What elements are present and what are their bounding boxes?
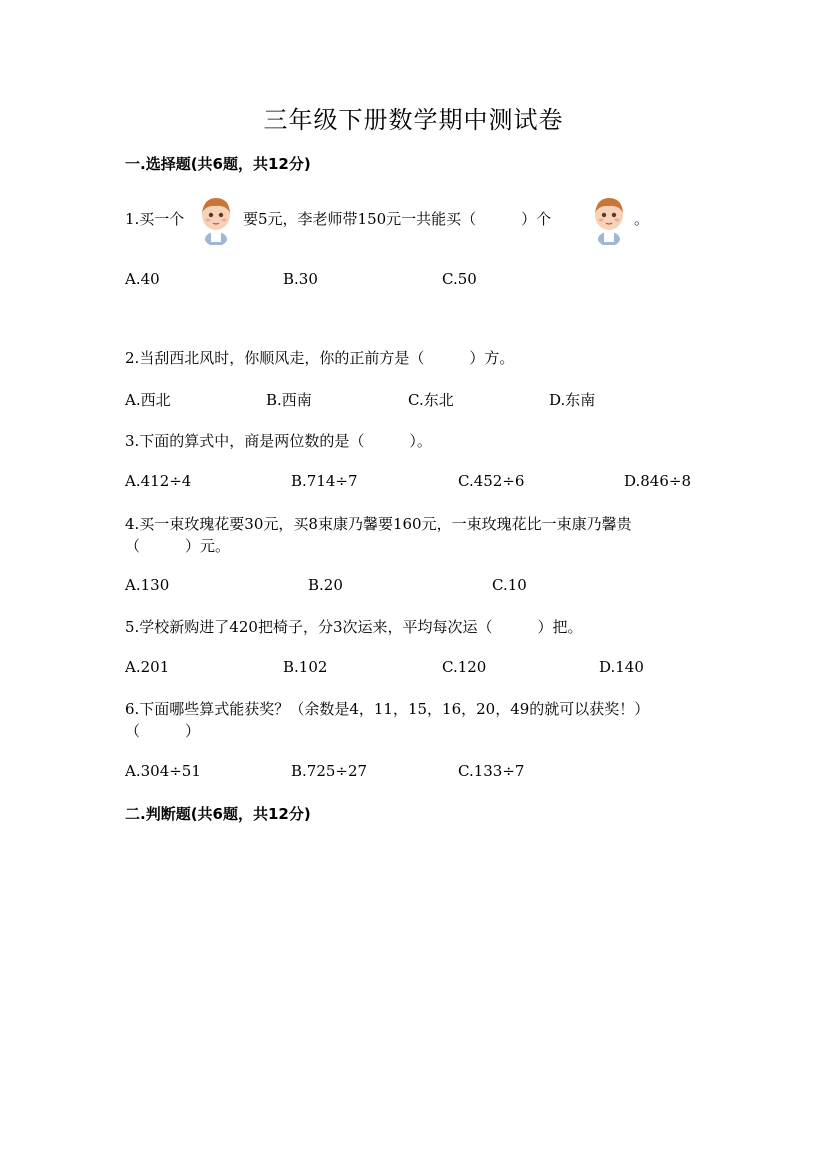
question-3-text: 3.下面的算式中，商是两位数的是（ ）。 xyxy=(125,432,432,450)
option-b[interactable]: B.725÷27 xyxy=(291,762,368,780)
section-heading-judgment: 二.判断题(共6题，共12分) xyxy=(125,805,311,823)
option-a[interactable]: A.西北 xyxy=(125,391,171,409)
option-c[interactable]: C.10 xyxy=(492,576,527,594)
option-a[interactable]: A.40 xyxy=(125,270,160,288)
option-d[interactable]: D.846÷8 xyxy=(624,472,692,490)
option-a[interactable]: A.201 xyxy=(125,658,170,676)
child-cartoon-icon xyxy=(196,193,236,245)
option-a[interactable]: A.130 xyxy=(125,576,170,594)
option-c[interactable]: C.50 xyxy=(442,270,477,288)
page-title: 三年级下册数学期中测试卷 xyxy=(263,106,564,134)
option-b[interactable]: B.西南 xyxy=(266,391,312,409)
option-c[interactable]: C.东北 xyxy=(408,391,454,409)
child-cartoon-icon xyxy=(589,193,629,245)
section-heading-choice: 一.选择题(共6题，共12分) xyxy=(125,155,311,173)
question-1-text-middle: 要5元，李老师带150元一共能买（ ）个 xyxy=(243,210,552,228)
option-d[interactable]: D.140 xyxy=(599,658,644,676)
option-b[interactable]: B.102 xyxy=(283,658,328,676)
question-2-text: 2.当刮西北风时，你顺风走，你的正前方是（ ）方。 xyxy=(125,349,515,367)
option-c[interactable]: C.133÷7 xyxy=(458,762,525,780)
option-c[interactable]: C.120 xyxy=(442,658,487,676)
question-6-text-line1: 6.下面哪些算式能获奖？（余数是4，11，15，16，20，49的就可以获奖！） xyxy=(125,700,650,718)
question-4-text-line1: 4.买一束玫瑰花要30元，买8束康乃馨要160元，一束玫瑰花比一束康乃馨贵 xyxy=(125,515,632,533)
option-b[interactable]: B.714÷7 xyxy=(291,472,358,490)
option-d[interactable]: D.东南 xyxy=(549,391,596,409)
question-4-text-line2: （ ）元。 xyxy=(125,537,231,555)
option-b[interactable]: B.30 xyxy=(283,270,318,288)
question-1-text-end: 。 xyxy=(634,210,650,228)
question-6-text-line2: （ ） xyxy=(125,722,201,740)
option-c[interactable]: C.452÷6 xyxy=(458,472,525,490)
question-1-text-start: 1.买一个 xyxy=(125,210,185,228)
question-5-text: 5.学校新购进了420把椅子，分3次运来，平均每次运（ ）把。 xyxy=(125,618,583,636)
option-a[interactable]: A.412÷4 xyxy=(125,472,192,490)
option-b[interactable]: B.20 xyxy=(308,576,343,594)
option-a[interactable]: A.304÷51 xyxy=(125,762,201,780)
